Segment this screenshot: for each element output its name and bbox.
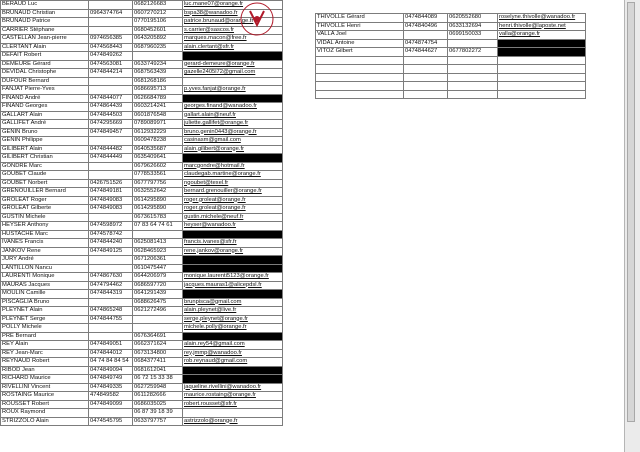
mobile-cell: 0620552680 [448,14,498,23]
name-cell: VIDAL Antoine [316,39,404,48]
mobile-cell: 0681268186 [133,77,183,86]
name-cell: VALLA Joel [316,31,404,40]
left_rows-row [1,60,283,69]
mobile-cell: 0770195106 [133,18,183,27]
phone-cell: 0474849457 [89,128,133,137]
left_rows-row [1,43,283,52]
mobile-cell: 0680452601 [133,26,183,35]
left_rows-row [1,264,283,273]
mobile-cell: 0633797757 [133,417,183,426]
right_rows-row [316,82,586,91]
mobile-cell: 0688626475 [133,298,183,307]
left_rows-row [1,298,283,307]
phone-cell [89,1,133,10]
name-cell: MOULIN Camille [1,290,89,299]
phone-cell: 0474844482 [89,145,133,154]
email-cell [498,39,586,48]
phone-cell: 0474849749 [89,375,133,384]
left_rows-row [1,256,283,265]
phone-cell [404,56,448,65]
mobile-cell [448,39,498,48]
left_rows-row [1,315,283,324]
email-cell [498,82,586,91]
phone-cell [89,298,133,307]
name-cell: JURY André [1,256,89,265]
email-cell[interactable]: gustin.michele@neuf.fr [183,213,283,222]
club-logo [238,1,276,37]
phone-cell [89,162,133,171]
left_rows-row [1,341,283,350]
left_rows-row [1,349,283,358]
left_rows-row [1,69,283,78]
phone-cell: 0474295669 [89,120,133,129]
name-cell: ROSTAING Maurice [1,392,89,401]
email-cell[interactable]: francis.ivanes@sfr.fr [183,239,283,248]
left_rows-row [1,205,283,214]
name-cell: ROUX Raymond [1,409,89,418]
name-cell: GROLEAT Gilberte [1,205,89,214]
mobile-cell: 0611282666 [133,392,183,401]
mobile-cell: 0607270212 [133,9,183,18]
phone-cell [89,256,133,265]
email-cell[interactable]: ngoubet@texel.fr [183,179,283,188]
mobile-cell [133,52,183,61]
name-cell: LANTILLON Nancu [1,264,89,273]
email-cell[interactable]: alain.gilibert@orange.fr [183,145,283,154]
email-cell[interactable]: roger.groleat@orange.fr [183,205,283,214]
phone-cell: 0474849083 [89,205,133,214]
left_rows-row [1,111,283,120]
email-cell [183,375,283,384]
email-cell[interactable]: jaqueline.rivellini@wanadoo.fr [183,383,283,392]
email-cell[interactable]: heyser@wanadoo.fr [183,222,283,231]
phone-cell: 474849582 [89,392,133,401]
name-cell: GRENOUILLER Bernard [1,188,89,197]
name-cell: GOUBET Norbert [1,179,89,188]
phone-cell: 0474864439 [89,103,133,112]
name-cell: BRUNAUD Patrice [1,18,89,27]
phone-cell: 0474844240 [89,239,133,248]
phone-cell: 04 74 84 84 54 [89,358,133,367]
name-cell [316,56,404,65]
phone-cell: 0474849181 [89,188,133,197]
phone-cell: 0474840496 [404,22,448,31]
mobile-cell: 0686695713 [133,86,183,95]
mobile-cell: 0635409641 [133,154,183,163]
name-cell: FINAND André [1,94,89,103]
name-cell: DEFAIT Robert [1,52,89,61]
email-cell [183,366,283,375]
phone-cell: 0474844319 [89,290,133,299]
phone-cell: 0474578742 [89,230,133,239]
left_rows-row [1,171,283,180]
phone-cell: 0474865248 [89,307,133,316]
email-cell [183,77,283,86]
mobile-cell: 0679626602 [133,162,183,171]
email-cell[interactable]: rene.jankov@orange.fr [183,247,283,256]
name-cell: THIVOLLE Gérard [316,14,404,23]
name-cell: PLEYNET Serge [1,315,89,324]
mobile-cell: 0686597720 [133,281,183,290]
left_rows-row [1,154,283,163]
phone-cell: 0474844089 [404,14,448,23]
phone-cell: 0964374764 [89,9,133,18]
left_rows-row [1,307,283,316]
email-cell[interactable]: maurice.rostaing@orange.fr [183,392,283,401]
name-cell: GILIBERT Alain [1,145,89,154]
left_rows-row [1,77,283,86]
email-cell[interactable]: rey.jmmp@wanadoo.fr [183,349,283,358]
mobile-cell [133,324,183,333]
right_rows-row [316,56,586,65]
left_rows-row [1,392,283,401]
phone-cell: 0474849125 [89,247,133,256]
phone-cell: 0474563081 [89,60,133,69]
mobile-cell: 0681612041 [133,366,183,375]
mobile-cell: 0621272496 [133,307,183,316]
left_rows-row [1,239,283,248]
name-cell: GALLIFET André [1,120,89,129]
phone-cell: 0474849335 [89,383,133,392]
left_rows-row [1,120,283,129]
email-cell [183,264,283,273]
left_rows-row [1,137,283,146]
email-cell[interactable]: rob.reynaud@gmail.com [183,358,283,367]
name-cell [316,82,404,91]
left_rows-row [1,417,283,426]
phone-cell: 0474598972 [89,222,133,231]
mobile-cell: 0682126683 [133,1,183,10]
name-cell [316,73,404,82]
email-cell [498,65,586,74]
name-cell: GUSTIN Michele [1,213,89,222]
email-cell [183,332,283,341]
mobile-cell: 0677802272 [448,48,498,57]
phone-cell [404,65,448,74]
name-cell: VITOZ Gilbert [316,48,404,57]
mobile-cell: 0633749234 [133,60,183,69]
email-cell[interactable]: astrizzolo@orange.fr [183,417,283,426]
mobile-cell: 0687563439 [133,69,183,78]
phone-cell [404,90,448,99]
email-cell [498,73,586,82]
name-cell: GALLART Alain [1,111,89,120]
name-cell: GENIN Philippe [1,137,89,146]
phone-cell: 0474844627 [404,48,448,57]
email-cell[interactable]: juliette.gallifet@orange.fr [183,120,283,129]
name-cell [316,65,404,74]
phone-cell: 0474568443 [89,43,133,52]
email-cell[interactable]: alain.pleynet@live.fr [183,307,283,316]
name-cell: RICHARD Maurice [1,375,89,384]
phone-cell: 0474545795 [89,417,133,426]
mobile-cell: 0603214241 [133,103,183,112]
phone-cell: 0474867630 [89,273,133,282]
mobile-cell [133,315,183,324]
phone-cell: 0474849051 [89,341,133,350]
left_rows-row [1,222,283,231]
phone-cell [89,18,133,27]
email-cell [498,48,586,57]
scrollbar-thumb[interactable] [627,2,635,422]
mobile-cell: 0699150033 [448,31,498,40]
left_rows-row [1,230,283,239]
email-cell[interactable]: alain.clertant@sfr.fr [183,43,283,52]
name-cell: LAURENTI Monique [1,273,89,282]
phone-cell: 0474844449 [89,154,133,163]
mobile-cell: 0625081413 [133,239,183,248]
email-cell[interactable]: bernard.grenouiller@orange.fr [183,188,283,197]
mobile-cell: 06 87 39 18 39 [133,409,183,418]
phone-cell [89,264,133,273]
email-cell[interactable]: bruno.genin0443@orange.fr [183,128,283,137]
right_rows-row [316,90,586,99]
email-cell[interactable]: georges.finand@wanadoo.fr [183,103,283,112]
mobile-cell: 0632552642 [133,188,183,197]
name-cell: DEVIDAL Christophe [1,69,89,78]
name-cell: PISCAGLIA Bruno [1,298,89,307]
mobile-cell: 0789089971 [133,120,183,129]
email-cell [183,154,283,163]
mobile-cell: 0641291439 [133,290,183,299]
phone-cell [89,77,133,86]
mobile-cell: 0673615783 [133,213,183,222]
mobile-cell: 0643205892 [133,35,183,44]
email-cell[interactable]: michele.polly@orange.fr [183,324,283,333]
phone-cell: 0474844077 [89,94,133,103]
mobile-cell [133,230,183,239]
mobile-cell: 0686035025 [133,400,183,409]
email-cell[interactable]: marcgondre@hotmail.fr [183,162,283,171]
mobile-cell: 07 83 64 74 61 [133,222,183,231]
email-cell [183,230,283,239]
phone-cell: 0474849262 [89,52,133,61]
left_rows-row [1,179,283,188]
left_rows-row [1,188,283,197]
left_rows-row [1,128,283,137]
mobile-cell: 0627259948 [133,383,183,392]
email-cell[interactable]: marques.macon@free.fr [183,35,283,44]
phone-cell [89,26,133,35]
email-cell[interactable]: robert.rousset@sfr.fr [183,400,283,409]
left_rows-row [1,196,283,205]
phone-cell [89,171,133,180]
mobile-cell: 0687960235 [133,43,183,52]
right_rows-row [316,22,586,31]
email-cell [183,290,283,299]
left_rows-row [1,162,283,171]
name-cell: REYNAUD Robert [1,358,89,367]
name-cell: RIVELLINI Vincent [1,383,89,392]
left_rows-row [1,247,283,256]
left_rows-row [1,332,283,341]
left_rows-row [1,366,283,375]
name-cell: GOUBET Claude [1,171,89,180]
email-cell[interactable]: serge.pleynet@orange.fr [183,315,283,324]
name-cell: BERAUD Luc [1,1,89,10]
name-cell: FANJAT Pierre-Yves [1,86,89,95]
mobile-cell [448,56,498,65]
name-cell: MAURAS Jacques [1,281,89,290]
name-cell: CARRIER Stéphane [1,26,89,35]
email-cell [183,256,283,265]
email-cell [498,90,586,99]
mobile-cell: 0614295890 [133,196,183,205]
name-cell: BRUNAUD Christian [1,9,89,18]
mobile-cell: 0610475447 [133,264,183,273]
right-contact-table [315,13,586,99]
email-cell[interactable]: bspa38@wanadoo.fr [183,9,283,18]
mobile-cell: 0612932229 [133,128,183,137]
email-cell[interactable]: gazelle2405l72@gmail.com [183,69,283,78]
mobile-cell: 0633132694 [448,22,498,31]
phone-cell: 0474844503 [89,111,133,120]
phone-cell: 0474849094 [89,366,133,375]
name-cell: REY Jean-Marc [1,349,89,358]
name-cell: GONDRE Marc [1,162,89,171]
email-cell[interactable]: henri.thivolle@laposte.net [498,22,586,31]
phone-cell [89,137,133,146]
name-cell: GENIN Bruno [1,128,89,137]
left_rows-row [1,324,283,333]
left_rows-row [1,290,283,299]
name-cell: POLLY Michele [1,324,89,333]
mobile-cell: 0676364691 [133,332,183,341]
mobile-cell: 0671206361 [133,256,183,265]
name-cell: HEYSER Anthony [1,222,89,231]
email-cell[interactable]: luc.mane07@orange.fr [183,1,283,10]
name-cell [316,90,404,99]
phone-cell: 0974656385 [89,35,133,44]
email-cell[interactable]: gallart.alain@neuf.fr [183,111,283,120]
left_rows-row [1,383,283,392]
email-cell[interactable]: gerard-demeure@orange.fr [183,60,283,69]
name-cell: STRIZZOLO Alain [1,417,89,426]
email-cell[interactable]: patrice.brunaud@orange.fr [183,18,283,27]
mobile-cell: 0614295890 [133,205,183,214]
mobile-cell: 0601876548 [133,111,183,120]
name-cell: THIVOLLE Henri [316,22,404,31]
phone-cell [89,409,133,418]
name-cell: REY Alain [1,341,89,350]
left_rows-row [1,94,283,103]
mobile-cell: 0609478238 [133,137,183,146]
email-cell[interactable]: roselyne.thivolle@wanadoo.fr [498,14,586,23]
mobile-cell [448,82,498,91]
email-cell [183,52,283,61]
left_rows-row [1,86,283,95]
email-cell[interactable]: valla@orange.fr [498,31,586,40]
phone-cell [404,82,448,91]
mobile-cell [448,73,498,82]
left_rows-row [1,358,283,367]
name-cell: GILIBERT Christian [1,154,89,163]
email-cell[interactable]: casinasm@gmail.com [183,137,283,146]
phone-cell: 0474849099 [89,400,133,409]
name-cell: RIBOD Jean [1,366,89,375]
email-cell[interactable]: jacques.mauras1@alicepdsl.fr [183,281,283,290]
name-cell: CASTELLAN Jean-pierre [1,35,89,44]
mobile-cell: 0684377411 [133,358,183,367]
left_rows-row [1,103,283,112]
phone-cell: 0474794462 [89,281,133,290]
email-cell[interactable]: brunpisca@gmail.com [183,298,283,307]
phone-cell [404,73,448,82]
mobile-cell: 0662371624 [133,341,183,350]
mobile-cell [448,65,498,74]
left-contact-table [0,0,283,426]
name-cell: HUSTACHE Marc [1,230,89,239]
email-cell[interactable]: monique.laurenti5123@orange.fr [183,273,283,282]
left_rows-row [1,375,283,384]
name-cell: FINAND Georges [1,103,89,112]
email-cell[interactable]: p.yves.fanjat@orange.fr [183,86,283,95]
right_rows-row [316,65,586,74]
name-cell: JANKOV Rene [1,247,89,256]
mobile-cell: 0644206979 [133,273,183,282]
left_rows-row [1,213,283,222]
right_rows-row [316,39,586,48]
phone-cell: 0474874754 [404,39,448,48]
left_rows-row [1,52,283,61]
left_rows-row [1,400,283,409]
phone-cell: 0474844012 [89,349,133,358]
email-cell [498,56,586,65]
name-cell: PLEYNET Alain [1,307,89,316]
mobile-cell: 06 72 15 33 38 [133,375,183,384]
name-cell: CLERTANT Alain [1,43,89,52]
phone-cell [404,31,448,40]
phone-cell [89,86,133,95]
mobile-cell: 0626684789 [133,94,183,103]
right_rows-row [316,73,586,82]
mobile-cell: 0628465923 [133,247,183,256]
mobile-cell: 0778533561 [133,171,183,180]
email-cell[interactable]: s.carrier@sascos.fr [183,26,283,35]
name-cell: ROUSSET Robert [1,400,89,409]
email-cell[interactable]: claudegab.martine@orange.fr [183,171,283,180]
left_rows-row [1,409,283,418]
mobile-cell: 0640535687 [133,145,183,154]
mobile-cell [448,90,498,99]
email-cell[interactable]: alain.rey54@gmail.com [183,341,283,350]
phone-cell: 0474849083 [89,196,133,205]
name-cell: IVANES Francis [1,239,89,248]
email-cell [183,409,283,418]
left_rows-row [1,145,283,154]
email-cell[interactable]: roger.groleat@orange.fr [183,196,283,205]
right_rows-row [316,14,586,23]
left_rows-row [1,281,283,290]
name-cell: GROLEAT Roger [1,196,89,205]
name-cell: DUFOUR Bernard [1,77,89,86]
name-cell: DEMEURE Gérard [1,60,89,69]
email-cell [183,94,283,103]
phone-cell [89,332,133,341]
phone-cell: 0426751526 [89,179,133,188]
right_rows-row [316,31,586,40]
phone-cell [89,213,133,222]
mobile-cell: 0677797756 [133,179,183,188]
left_rows-row [1,273,283,282]
mobile-cell: 0673134800 [133,349,183,358]
name-cell: PRE Bernard [1,332,89,341]
phone-cell: 0474844214 [89,69,133,78]
right_rows-row [316,48,586,57]
phone-cell [89,324,133,333]
phone-cell: 0474844755 [89,315,133,324]
